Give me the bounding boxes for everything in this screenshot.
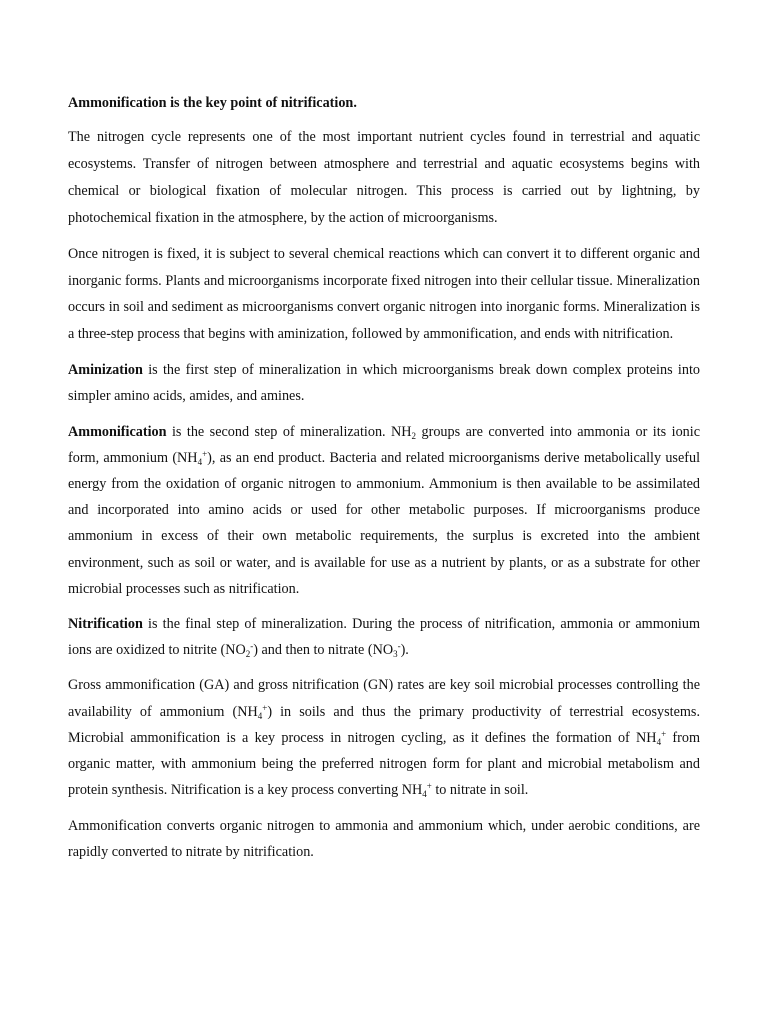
superscript: -: [250, 641, 254, 652]
term-ammonification: Ammonification: [68, 423, 167, 440]
superscript: +: [426, 781, 432, 792]
superscript: +: [661, 728, 667, 739]
superscript: -: [397, 641, 401, 652]
paragraph-text: is the second step of mineralization. NH: [166, 423, 412, 440]
paragraph-text: ) and then to nitrate (NO: [253, 642, 394, 659]
subscript: 3: [393, 649, 398, 660]
paragraph-text: groups are converted into ammonia or its ionic form, ammonium (NH: [68, 423, 700, 466]
paragraph-gross-rates: [68, 672, 700, 803]
paragraph-nitrification: [68, 611, 700, 663]
paragraph-text: ).: [400, 642, 409, 659]
paragraph-ammonification: [68, 419, 700, 602]
paragraph-text: from organic matter, with ammonium being the preferred nitrogen form for plant and microbial metabolism and protein synthesis. Nitrification is a key process converting NH: [68, 729, 700, 799]
subscript: 4: [422, 789, 427, 800]
paragraph-text: is the first step of mineralization in which microorganisms break down complex proteins into simpler amino acids, amides, and amines.: [68, 362, 700, 405]
term-aminization: Aminization: [68, 362, 143, 379]
paragraph-nitrogen-fixed: Once nitrogen is fixed, it is subject to several chemical reactions which can convert it to different organic and inorganic forms. Plants and microorganisms incorporate fixed nitrogen into their cellular tissue. Mineralization occurs in soil and sediment as microorganisms convert organic nitrogen into inorganic forms. Mineralization is a three-step process that begins with aminization, followed by ammonification, and ends with nitrification.: [68, 245, 700, 343]
paragraph-aminization: [68, 357, 700, 409]
term-nitrification: Nitrification: [68, 616, 143, 633]
subscript: 2: [411, 430, 417, 441]
superscript: +: [262, 702, 268, 713]
subscript: 4: [197, 456, 203, 467]
paragraph-text: to nitrate in soil.: [431, 782, 529, 799]
subscript: 4: [257, 710, 263, 721]
subscript: 2: [245, 649, 251, 660]
paragraph-text: ), as an end product. Bacteria and related microorganisms derive metabolically useful energy from the oxidation of organic nitrogen to ammonium. Ammonium is then available to be assimilated and incorporated into amino acids or used for other metabolic purposes. If microorganisms produce ammonium in excess of their own metabolic requirements, the surplus is excreted into the ambient environment, such as soil or water, and is available for use as a nutrient by plants, or as a substrate for other microbial processes such as nitrification.: [68, 449, 701, 597]
document-title: Ammonification is the key point of nitrification.: [68, 95, 357, 111]
paragraph-conclusion: Ammonification converts organic nitrogen to ammonia and ammonium which, under aerobic conditions, are rapidly converted to nitrate by nitrification.: [68, 817, 700, 860]
paragraph-text: ) in soils and thus the primary productivity of terrestrial ecosystems. Microbial ammonification is a key process in nitrogen cycling, as it defines the formation of NH: [68, 703, 700, 746]
paragraph-nitrogen-cycle: The nitrogen cycle represents one of the most important nutrient cycles found in terrestrial and aquatic ecosystems. Transfer of nitrogen between atmosphere and terrestrial and aquatic ecosystems begins with chemical or biological fixation of molecular nitrogen. This process is carried out by lightning, by photochemical fixation in the atmosphere, by the action of microorganisms.: [68, 129, 700, 226]
paragraph-text: is the final step of mineralization. During the process of nitrification, ammonia or ammonium ions are oxidized to nitrite (NO: [68, 616, 700, 659]
superscript: +: [202, 448, 208, 459]
subscript: 4: [656, 736, 662, 747]
document-page: [68, 92, 700, 874]
paragraph-text: Gross ammonification (GA) and gross nitrification (GN) rates are key soil microbial processes controlling the availability of ammonium (NH: [68, 677, 700, 720]
